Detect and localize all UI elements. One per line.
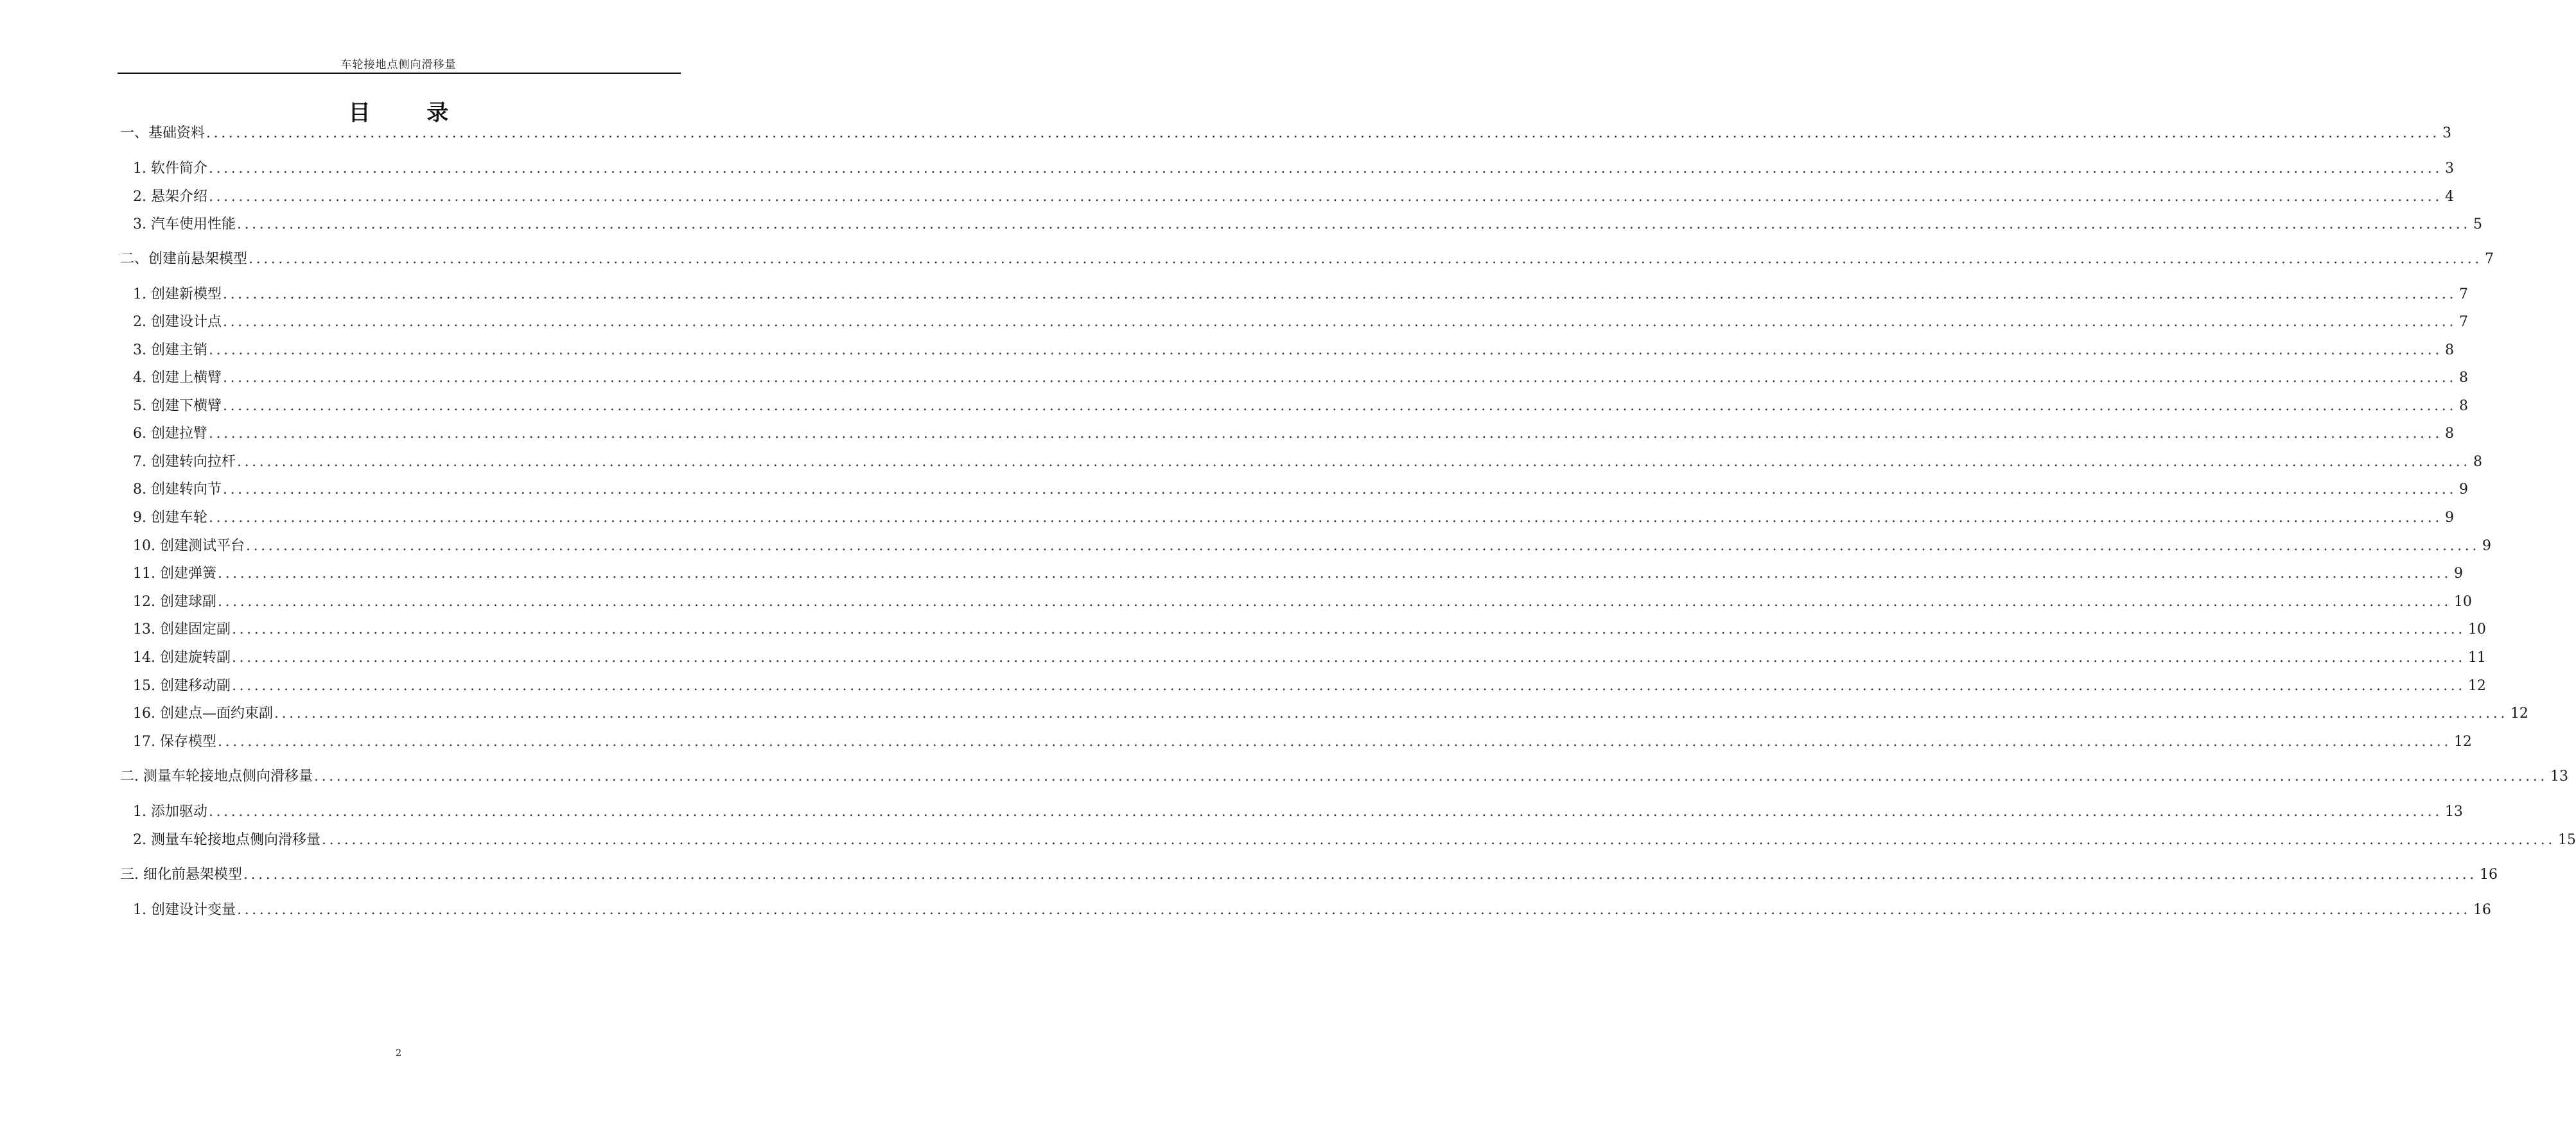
toc-subsection-entry[interactable] [133,802,2463,822]
toc-dot-leader: ............................................................................................................................................................................................................................................................................................................ [222,370,2457,386]
toc-subsection-entry[interactable] [133,592,2472,612]
toc-dot-leader: ............................................................................................................................................................................................................................................................................................................ [236,454,2471,470]
toc-title: 目 录 [348,100,473,126]
toc-entry-page-number: 3 [2442,125,2451,141]
toc-dot-leader: ............................................................................................................................................................................................................................................................................................................ [231,678,2466,694]
toc-dot-leader: ............................................................................................................................................................................................................................................................................................................ [236,216,2471,232]
toc-entry-label: 12. 创建球副 [133,594,216,610]
toc-entry-label: 10. 创建测试平台 [133,538,245,554]
toc-entry-label: 7. 创建转向拉杆 [133,454,236,470]
toc-dot-leader: ............................................................................................................................................................................................................................................................................................................ [206,125,2440,141]
toc-entry-label: 一、基础资料 [120,125,206,141]
toc-entry-page-number: 10 [2453,594,2472,610]
toc-entry-page-number: 10 [2467,621,2486,637]
toc-subsection-entry[interactable] [133,284,2468,305]
toc-entry-label: 1. 添加驱动 [133,804,207,820]
toc-entry-label: 4. 创建上横臂 [133,370,222,386]
toc-dot-leader: ............................................................................................................................................................................................................................................................................................................ [245,538,2480,554]
toc-entry-page-number: 5 [2473,216,2482,232]
toc-dot-leader: ............................................................................................................................................................................................................................................................................................................ [217,594,2451,610]
toc-entry-page-number: 7 [2484,251,2494,267]
toc-entry-page-number: 15 [2557,832,2576,848]
toc-dot-leader: ............................................................................................................................................................................................................................................................................................................ [208,510,2442,526]
toc-entry-page-number: 7 [2458,286,2468,302]
toc-dot-leader: ............................................................................................................................................................................................................................................................................................................ [249,251,2482,267]
toc-subsection-entry[interactable] [133,648,2486,668]
toc-subsection-entry[interactable] [133,396,2468,417]
toc-subsection-entry[interactable] [133,704,2528,724]
toc-dot-leader: ............................................................................................................................................................................................................................................................................................................ [222,286,2457,302]
toc-entry-label: 1. 软件简介 [133,160,207,177]
toc-dot-leader: ............................................................................................................................................................................................................................................................................................................ [236,902,2471,918]
toc-subsection-entry[interactable] [133,900,2491,921]
toc-entry-page-number: 8 [2458,398,2468,414]
toc-dot-leader: ............................................................................................................................................................................................................................................................................................................ [243,867,2477,883]
toc-entry-page-number: 9 [2458,481,2468,498]
toc-entry-page-number: 4 [2444,189,2454,205]
toc-dot-leader: ............................................................................................................................................................................................................................................................................................................ [208,189,2442,205]
toc-entry-page-number: 8 [2473,454,2482,470]
toc-entry-label: 2. 测量车轮接地点侧向滑移量 [133,832,320,848]
toc-subsection-entry[interactable] [133,508,2454,528]
toc-dot-leader: ............................................................................................................................................................................................................................................................................................................ [217,566,2451,582]
toc-subsection-entry[interactable] [133,187,2454,207]
toc-entry-page-number: 13 [2550,768,2568,784]
toc-dot-leader: ............................................................................................................................................................................................................................................................................................................ [208,160,2442,177]
toc-entry-page-number: 9 [2453,566,2463,582]
toc-entry-label: 17. 保存模型 [133,734,216,750]
toc-entry-page-number: 7 [2458,314,2468,330]
toc-entry-label: 14. 创建旋转副 [133,650,231,666]
toc-entry-page-number: 8 [2444,342,2454,358]
toc-entry-label: 8. 创建转向节 [133,481,222,498]
toc-section-entry[interactable] [120,865,2498,885]
toc-entry-page-number: 8 [2458,370,2468,386]
toc-subsection-entry[interactable] [133,536,2491,557]
toc-entry-label: 13. 创建固定副 [133,621,231,637]
toc-subsection-entry[interactable] [133,732,2472,752]
toc-dot-leader: ............................................................................................................................................................................................................................................................................................................ [208,426,2442,442]
toc-entry-label: 二、创建前悬架模型 [120,251,248,267]
toc-entry-page-number: 11 [2467,650,2486,666]
toc-subsection-entry[interactable] [133,619,2486,640]
toc-dot-leader: ............................................................................................................................................................................................................................................................................................................ [231,621,2466,637]
toc-dot-leader: ............................................................................................................................................................................................................................................................................................................ [222,398,2457,414]
toc-entry-label: 16. 创建点—面约束副 [133,706,273,722]
toc-entry-page-number: 12 [2467,678,2486,694]
toc-dot-leader: ............................................................................................................................................................................................................................................................................................................ [274,706,2508,722]
toc-entry-label: 3. 汽车使用性能 [133,216,236,232]
toc-subsection-entry[interactable] [133,452,2482,472]
toc-subsection-entry[interactable] [133,214,2482,235]
toc-dot-leader: ............................................................................................................................................................................................................................................................................................................ [217,734,2451,750]
toc-entry-page-number: 3 [2444,160,2454,177]
toc-dot-leader: ............................................................................................................................................................................................................................................................................................................ [208,804,2442,820]
toc-entry-label: 1. 创建新模型 [133,286,222,302]
toc-subsection-entry[interactable] [133,368,2468,388]
toc-entry-page-number: 16 [2479,867,2498,883]
toc-dot-leader: ............................................................................................................................................................................................................................................................................................................ [208,342,2442,358]
toc-section-entry[interactable] [120,767,2568,787]
toc-dot-leader: ............................................................................................................................................................................................................................................................................................................ [222,314,2457,330]
page-number: 2 [395,1047,402,1059]
toc-entry-label: 2. 创建设计点 [133,314,222,330]
toc-entry-label: 11. 创建弹簧 [133,566,216,582]
toc-entry-page-number: 13 [2444,804,2463,820]
toc-section-entry[interactable] [120,123,2451,144]
toc-dot-leader: ............................................................................................................................................................................................................................................................................................................ [231,650,2466,666]
toc-dot-leader: ............................................................................................................................................................................................................................................................................................................ [222,481,2457,498]
toc-dot-leader: ............................................................................................................................................................................................................................................................................................................ [314,768,2548,784]
toc-entry-label: 三. 细化前悬架模型 [120,867,242,883]
toc-entry-label: 3. 创建主销 [133,342,207,358]
toc-entry-page-number: 12 [2510,706,2528,722]
toc-entry-label: 6. 创建拉臂 [133,426,207,442]
toc-entry-label: 15. 创建移动副 [133,678,231,694]
toc-entry-page-number: 9 [2482,538,2491,554]
toc-subsection-entry[interactable] [133,676,2486,697]
toc-subsection-entry[interactable] [133,830,2576,851]
toc-subsection-entry[interactable] [133,480,2468,500]
toc-entry-page-number: 12 [2453,734,2472,750]
toc-entry-label: 5. 创建下横臂 [133,398,222,414]
toc-subsection-entry[interactable] [133,159,2454,179]
toc-entry-page-number: 9 [2444,510,2454,526]
toc-entry-label: 9. 创建车轮 [133,510,207,526]
toc-entry-label: 2. 悬架介绍 [133,189,207,205]
running-header: 车轮接地点侧向滑移量 [340,58,457,71]
toc-dot-leader: ............................................................................................................................................................................................................................................................................................................ [321,832,2555,848]
toc-subsection-entry[interactable] [133,564,2463,584]
toc-subsection-entry[interactable] [133,340,2454,361]
toc-section-entry[interactable] [120,249,2494,270]
toc-entry-page-number: 8 [2444,426,2454,442]
toc-entry-label: 1. 创建设计变量 [133,902,236,918]
toc-entry-label: 二. 测量车轮接地点侧向滑移量 [120,768,313,784]
toc-entry-page-number: 16 [2473,902,2491,918]
toc-subsection-entry[interactable] [133,424,2454,444]
toc-subsection-entry[interactable] [133,312,2468,333]
